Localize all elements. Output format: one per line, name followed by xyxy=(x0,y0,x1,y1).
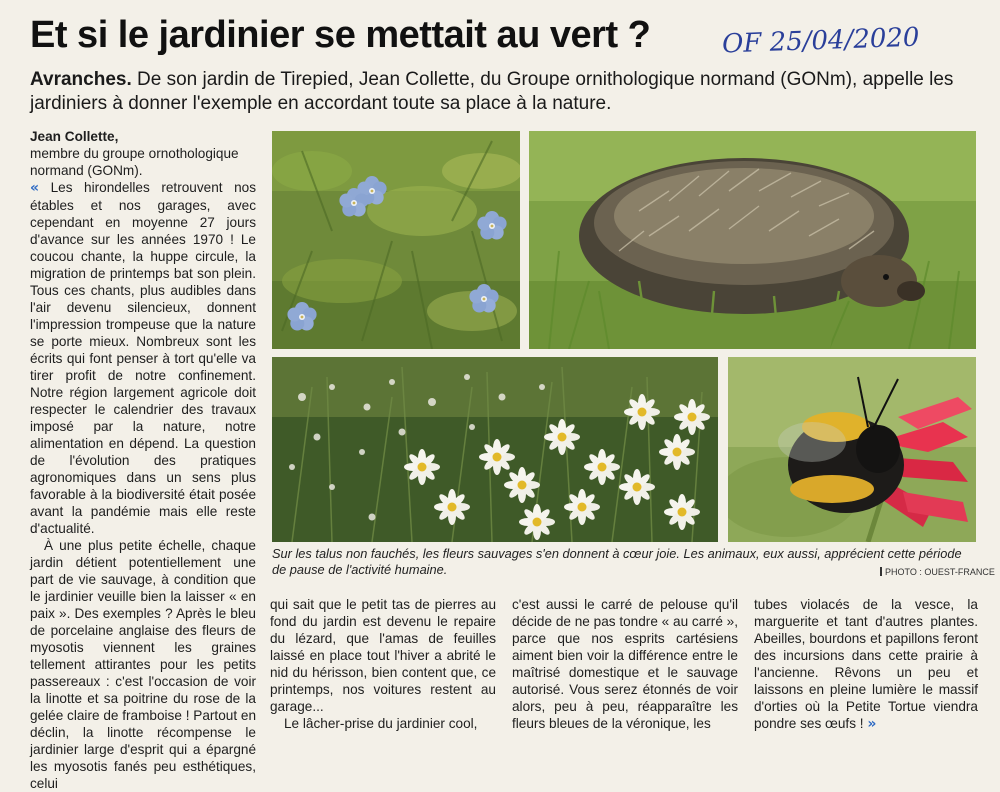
lede xyxy=(30,68,980,116)
photo-credit-text: PHOTO : OUEST-FRANCE xyxy=(885,567,995,577)
column-2 xyxy=(270,596,496,732)
photo-hedgehog xyxy=(529,131,976,349)
lede-text: De son jardin de Tirepied, Jean Collette, du Groupe ornithologique normand (GONm), appelle les jardiniers à donner l'exemple en accordant toute sa place à la nature. xyxy=(30,69,954,114)
photo-bumblebee xyxy=(728,357,976,542)
quote-open-icon: « xyxy=(30,180,40,196)
author-role: membre du groupe ornothologique normand (GONm). xyxy=(30,146,239,178)
headline: Et si le jardinier se mettait au vert ? xyxy=(30,14,651,56)
photo-forget-me-not-flowers xyxy=(272,131,520,349)
column-1 xyxy=(30,128,256,792)
photo-caption: Sur les talus non fauchés, les fleurs sauvages s'en donnent à cœur joie. Les animaux, eux aussi, apprécient cette période de pause de l'activité humaine. xyxy=(272,546,962,577)
quote-close-icon: » xyxy=(867,716,877,732)
credit-bar-icon xyxy=(880,567,882,576)
col3-paragraph-1: c'est aussi le carré de pelouse qu'il décide de ne pas tondre « au carré », parce que nos esprits cartésiens aiment bien voir la différence entre le maîtrisé domestique et le sauvage autorisé. Vous serez étonnés de voir alors, peu à peu, réapparaître les fleurs bleues de la véronique, les xyxy=(512,597,738,731)
author-name: Jean Collette, xyxy=(30,129,119,144)
column-3 xyxy=(512,596,738,732)
photo-daisies xyxy=(272,357,718,542)
col4-paragraph-1-text: tubes violacés de la vesce, la marguerite et tant d'autres plantes. Abeilles, bourdons et papillons feront des incursions dans cette prairie à l'ancienne. Rêvons un peu et laissons en pleine lumière le massif d'orties où la Petite Tortue viendra pondre ses œufs ! xyxy=(754,597,978,731)
paragraph-1 xyxy=(30,179,256,537)
col2-paragraph-1: qui sait que le petit tas de pierres au fond du jardin est devenu le repaire du lézard, que l'amas de feuilles laissé en place tout l'hiver a abrité le nid du hérisson, bien content que, ce printemps, nos voitures restent au garage... xyxy=(270,597,496,714)
col2-paragraph-2: Le lâcher-prise du jardinier cool, xyxy=(284,716,478,731)
paragraph-2: À une plus petite échelle, chaque jardin détient potentiellement une part de vie sauvage, à condition que le jardinier veuille bien la laisser « en paix ». Des exemples ? Après le bleu de porcelaine anglaise des fleurs de myosotis viennent les graines tellement attirantes pour les petits passereaux : c'est l'occasion de voir la linotte et sa poitrine du rose de la gelée claire de framboise ! Partout en déclin, la linotte récompense le jardinier large d'esprit qui a épargné les myosotis fanés peu esthétiques, celui xyxy=(30,538,256,791)
lede-place: Avranches. xyxy=(30,69,132,90)
column-4 xyxy=(754,596,978,733)
col4-paragraph-1 xyxy=(754,596,978,733)
photo-credit xyxy=(880,567,995,577)
handwritten-date-note: OF 25/04/2020 xyxy=(721,22,920,60)
paragraph-1-text: Les hirondelles retrouvent nos étables et nos garages, avec cependant en moyenne 27 jours d'avance sur les années 1970 ! Le coucou chante, la huppe circule, la migration de printemps bat son plein. Tous ces chants, plus audibles dans l'air devenu silencieux, donnent l'impression trompeuse que la nature se porte mieux. Nombreux sont les écrits qui font penser à tort qu'elle va tirer profit de notre confinement. Notre région largement agricole doit respecter le calendrier des travaux imposé par la nature, notre alimentation en dépend. La question de l'évolution des pratiques agronomiques dans un sens plus favorable à la biodiversité était posée avant la pandémie mais elle reste d'actualité. xyxy=(30,180,256,536)
